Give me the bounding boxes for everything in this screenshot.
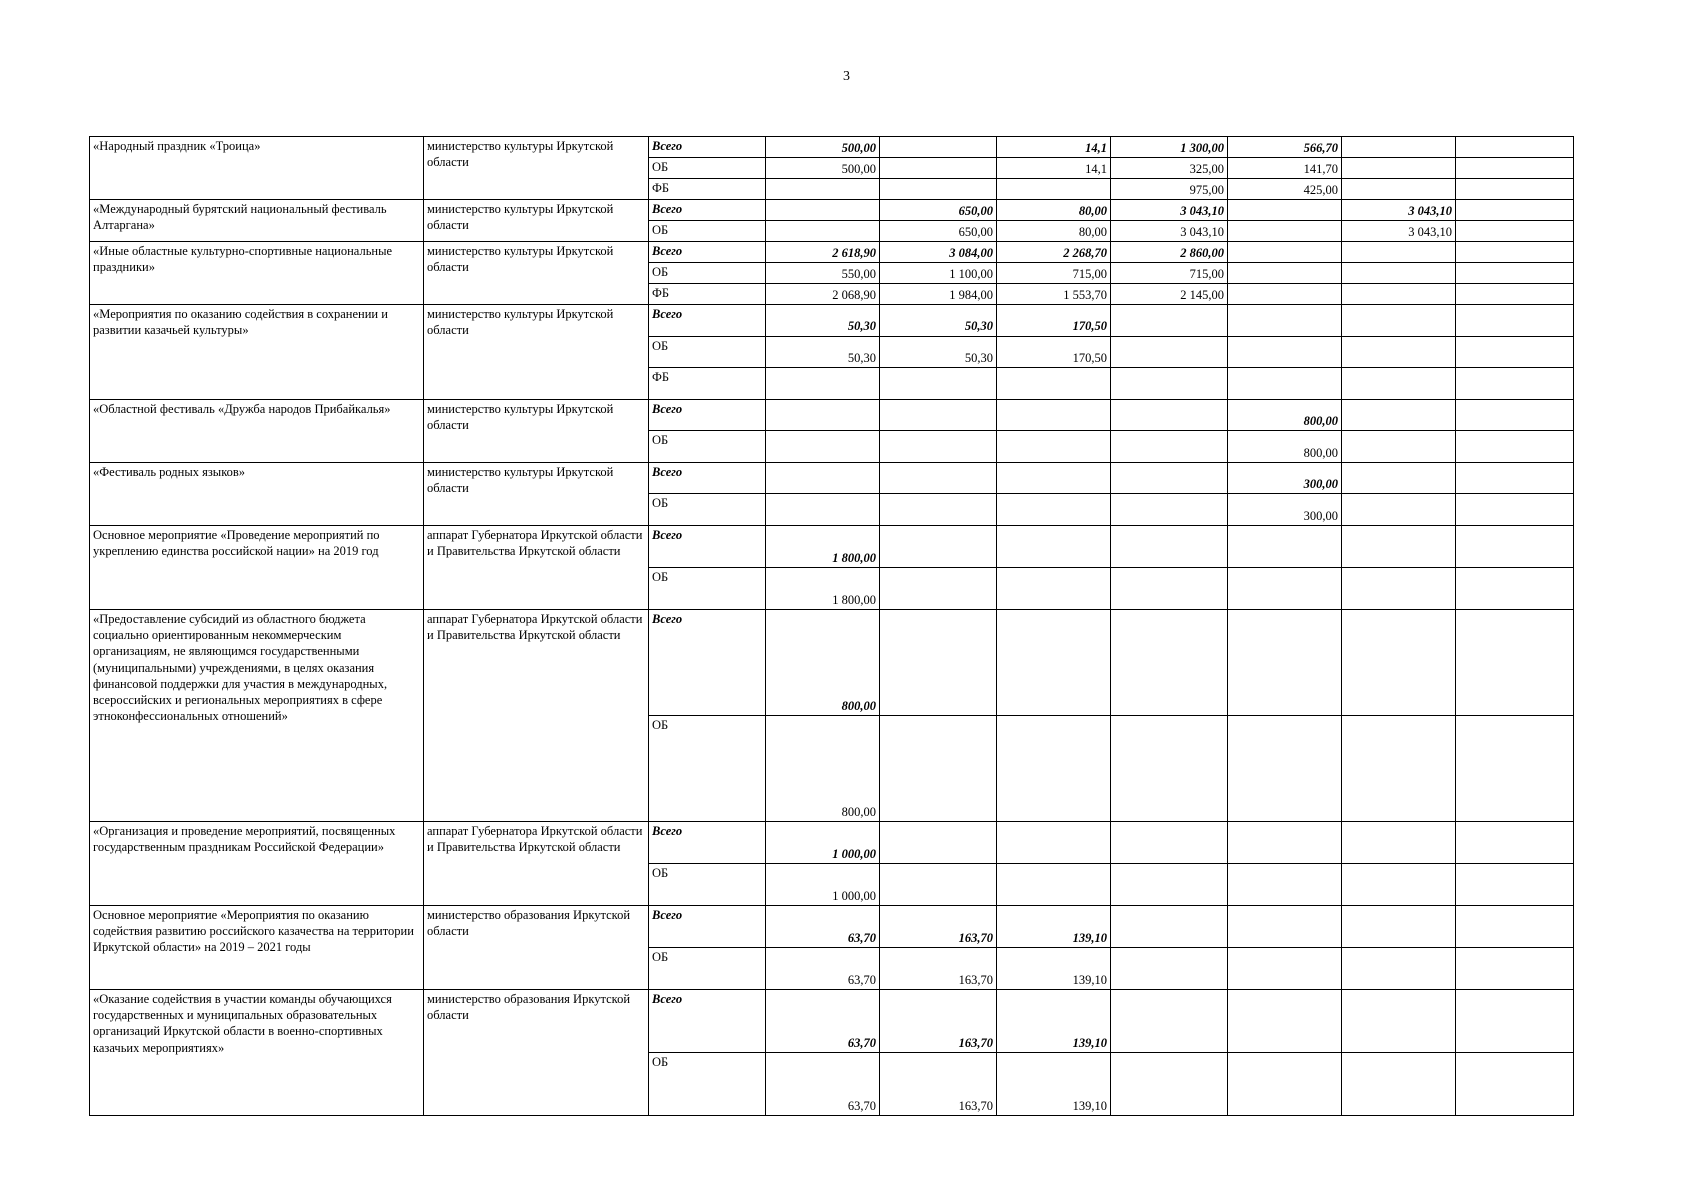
amount-cell	[880, 368, 997, 400]
amount-cell	[1342, 305, 1456, 337]
amount-cell: 163,70	[880, 905, 997, 947]
amount-cell	[880, 431, 997, 463]
amount-cell	[1111, 821, 1228, 863]
executor-name: аппарат Губернатора Иркутской области и Правительства Иркутской области	[424, 609, 649, 821]
amount-cell: 715,00	[997, 263, 1111, 284]
amount-cell	[1456, 305, 1574, 337]
amount-cell	[1228, 989, 1342, 1052]
amount-cell	[880, 179, 997, 200]
amount-cell	[1111, 947, 1228, 989]
amount-cell	[766, 179, 880, 200]
activity-name: «Организация и проведение мероприятий, посвященных государственным праздникам Российской Федерации»	[90, 821, 424, 905]
table-row	[90, 609, 1574, 715]
executor-name: министерство культуры Иркутской области	[424, 242, 649, 305]
amount-cell	[1456, 494, 1574, 526]
amount-cell: 139,10	[997, 989, 1111, 1052]
amount-cell	[997, 609, 1111, 715]
amount-cell	[1342, 158, 1456, 179]
amount-cell	[1111, 305, 1228, 337]
table-row	[90, 399, 1574, 431]
amount-cell	[1342, 431, 1456, 463]
amount-cell	[1456, 179, 1574, 200]
amount-cell	[997, 567, 1111, 609]
amount-cell: 139,10	[997, 947, 1111, 989]
amount-cell	[1111, 1052, 1228, 1115]
amount-cell	[997, 399, 1111, 431]
amount-cell	[1111, 905, 1228, 947]
amount-cell	[880, 567, 997, 609]
amount-cell: 300,00	[1228, 462, 1342, 494]
amount-cell	[997, 431, 1111, 463]
amount-cell	[880, 863, 997, 905]
amount-cell	[1456, 137, 1574, 158]
amount-cell	[880, 158, 997, 179]
amount-cell	[997, 179, 1111, 200]
amount-cell: 2 268,70	[997, 242, 1111, 263]
funding-source: ФБ	[649, 179, 766, 200]
table-row	[90, 200, 1574, 221]
funding-source: ОБ	[649, 1052, 766, 1115]
activity-name: «Народный праздник «Троица»	[90, 137, 424, 200]
amount-cell	[766, 368, 880, 400]
amount-cell	[1342, 525, 1456, 567]
amount-cell: 800,00	[766, 715, 880, 821]
amount-cell: 975,00	[1111, 179, 1228, 200]
amount-cell	[1111, 399, 1228, 431]
amount-cell: 2 860,00	[1111, 242, 1228, 263]
amount-cell	[1456, 368, 1574, 400]
amount-cell	[997, 525, 1111, 567]
amount-cell	[1456, 821, 1574, 863]
amount-cell	[1228, 567, 1342, 609]
amount-cell	[1111, 567, 1228, 609]
amount-cell: 139,10	[997, 1052, 1111, 1115]
amount-cell: 163,70	[880, 947, 997, 989]
funding-source: ОБ	[649, 158, 766, 179]
amount-cell: 1 300,00	[1111, 137, 1228, 158]
funding-source: ОБ	[649, 263, 766, 284]
table-row	[90, 821, 1574, 863]
amount-cell: 800,00	[766, 609, 880, 715]
amount-cell	[1228, 525, 1342, 567]
amount-cell	[1456, 947, 1574, 989]
table-row	[90, 905, 1574, 947]
amount-cell	[1111, 494, 1228, 526]
executor-name: министерство культуры Иркутской области	[424, 399, 649, 462]
amount-cell: 50,30	[880, 336, 997, 368]
amount-cell	[1456, 462, 1574, 494]
amount-cell	[1456, 609, 1574, 715]
amount-cell	[1228, 368, 1342, 400]
amount-cell	[1456, 242, 1574, 263]
amount-cell	[880, 494, 997, 526]
amount-cell	[1456, 200, 1574, 221]
amount-cell: 63,70	[766, 1052, 880, 1115]
activity-name: «Оказание содействия в участии команды обучающихся государственных и муниципальных образовательных организаций Иркутской области в военно-спортивных казачьих мероприятиях»	[90, 989, 424, 1115]
amount-cell	[1342, 242, 1456, 263]
activity-name: «Областной фестиваль «Дружба народов Прибайкалья»	[90, 399, 424, 462]
amount-cell: 2 618,90	[766, 242, 880, 263]
activity-name: «Международный бурятский национальный фестиваль Алтаргана»	[90, 200, 424, 242]
amount-cell	[1342, 1052, 1456, 1115]
amount-cell	[766, 494, 880, 526]
amount-cell: 139,10	[997, 905, 1111, 947]
page-number: 3	[843, 69, 850, 84]
amount-cell	[1111, 525, 1228, 567]
funding-source: Всего	[649, 462, 766, 494]
amount-cell	[1342, 609, 1456, 715]
amount-cell	[1456, 263, 1574, 284]
funding-source: Всего	[649, 200, 766, 221]
amount-cell	[1456, 1052, 1574, 1115]
amount-cell: 63,70	[766, 905, 880, 947]
amount-cell	[766, 200, 880, 221]
amount-cell: 63,70	[766, 989, 880, 1052]
amount-cell: 1 553,70	[997, 284, 1111, 305]
amount-cell: 550,00	[766, 263, 880, 284]
amount-cell	[1342, 399, 1456, 431]
amount-cell: 170,50	[997, 336, 1111, 368]
activity-name: Основное мероприятие «Проведение мероприятий по укреплению единства российской нации» на 2019 год	[90, 525, 424, 609]
funding-source: ОБ	[649, 715, 766, 821]
funding-source: ОБ	[649, 863, 766, 905]
funding-source: Всего	[649, 399, 766, 431]
amount-cell	[1228, 221, 1342, 242]
executor-name: министерство культуры Иркутской области	[424, 137, 649, 200]
activity-name: «Предоставление субсидий из областного бюджета социально ориентированным некоммерческим организациям, не являющимся государственными (муниципальными) учреждениями, в целях оказания финансовой поддержки для участия в международных, всероссийских и региональных мероприятиях в сфере этноконфессиональных отношений»	[90, 609, 424, 821]
amount-cell	[1111, 715, 1228, 821]
amount-cell	[1342, 715, 1456, 821]
amount-cell: 325,00	[1111, 158, 1228, 179]
amount-cell: 1 000,00	[766, 821, 880, 863]
amount-cell: 80,00	[997, 221, 1111, 242]
funding-source: ОБ	[649, 567, 766, 609]
amount-cell: 800,00	[1228, 399, 1342, 431]
activity-name: Основное мероприятие «Мероприятия по оказанию содействия развитию российского казачества на территории Иркутской области» на 2019 – 2021 годы	[90, 905, 424, 989]
amount-cell: 715,00	[1111, 263, 1228, 284]
amount-cell	[997, 494, 1111, 526]
amount-cell	[1228, 715, 1342, 821]
table-row	[90, 137, 1574, 158]
activity-name: «Иные областные культурно-спортивные национальные праздники»	[90, 242, 424, 305]
amount-cell: 63,70	[766, 947, 880, 989]
amount-cell	[997, 821, 1111, 863]
activity-name: «Фестиваль родных языков»	[90, 462, 424, 525]
amount-cell	[1342, 284, 1456, 305]
amount-cell: 50,30	[766, 336, 880, 368]
amount-cell: 2 145,00	[1111, 284, 1228, 305]
amount-cell	[766, 431, 880, 463]
amount-cell	[1456, 715, 1574, 821]
amount-cell: 80,00	[997, 200, 1111, 221]
amount-cell: 2 068,90	[766, 284, 880, 305]
funding-source: Всего	[649, 905, 766, 947]
amount-cell	[1456, 284, 1574, 305]
amount-cell: 14,1	[997, 137, 1111, 158]
amount-cell	[1342, 905, 1456, 947]
table-row	[90, 462, 1574, 494]
funding-source: Всего	[649, 137, 766, 158]
funding-source: ФБ	[649, 368, 766, 400]
amount-cell	[1342, 336, 1456, 368]
amount-cell	[1456, 431, 1574, 463]
amount-cell	[1111, 863, 1228, 905]
table-row	[90, 525, 1574, 567]
amount-cell	[997, 715, 1111, 821]
amount-cell	[766, 399, 880, 431]
executor-name: министерство культуры Иркутской области	[424, 305, 649, 400]
amount-cell	[880, 821, 997, 863]
amount-cell	[1342, 567, 1456, 609]
amount-cell	[1342, 462, 1456, 494]
amount-cell: 500,00	[766, 158, 880, 179]
amount-cell	[1228, 200, 1342, 221]
funding-source: Всего	[649, 821, 766, 863]
amount-cell: 500,00	[766, 137, 880, 158]
funding-source: ОБ	[649, 431, 766, 463]
executor-name: аппарат Губернатора Иркутской области и Правительства Иркутской области	[424, 821, 649, 905]
amount-cell: 650,00	[880, 200, 997, 221]
amount-cell: 50,30	[766, 305, 880, 337]
amount-cell	[880, 462, 997, 494]
amount-cell	[1111, 609, 1228, 715]
amount-cell	[1228, 905, 1342, 947]
amount-cell: 650,00	[880, 221, 997, 242]
amount-cell	[1456, 525, 1574, 567]
amount-cell	[880, 525, 997, 567]
amount-cell	[1111, 336, 1228, 368]
funding-source: ОБ	[649, 221, 766, 242]
amount-cell	[1342, 863, 1456, 905]
amount-cell: 1 800,00	[766, 525, 880, 567]
amount-cell	[1456, 567, 1574, 609]
amount-cell: 170,50	[997, 305, 1111, 337]
funding-source: Всего	[649, 989, 766, 1052]
amount-cell	[1228, 947, 1342, 989]
amount-cell: 800,00	[1228, 431, 1342, 463]
executor-name: министерство культуры Иркутской области	[424, 200, 649, 242]
amount-cell	[766, 221, 880, 242]
activity-name: «Мероприятия по оказанию содействия в сохранении и развитии казачьей культуры»	[90, 305, 424, 400]
executor-name: аппарат Губернатора Иркутской области и Правительства Иркутской области	[424, 525, 649, 609]
funding-source: Всего	[649, 305, 766, 337]
amount-cell: 163,70	[880, 989, 997, 1052]
amount-cell	[997, 368, 1111, 400]
funding-source: Всего	[649, 525, 766, 567]
amount-cell: 163,70	[880, 1052, 997, 1115]
amount-cell	[880, 609, 997, 715]
amount-cell	[1228, 305, 1342, 337]
table-row	[90, 989, 1574, 1052]
funding-source: ОБ	[649, 336, 766, 368]
amount-cell	[880, 137, 997, 158]
amount-cell: 3 043,10	[1111, 221, 1228, 242]
amount-cell	[1456, 989, 1574, 1052]
executor-name: министерство культуры Иркутской области	[424, 462, 649, 525]
amount-cell: 1 984,00	[880, 284, 997, 305]
amount-cell	[1456, 158, 1574, 179]
amount-cell	[1456, 863, 1574, 905]
amount-cell	[880, 715, 997, 821]
funding-source: ФБ	[649, 284, 766, 305]
funding-source: ОБ	[649, 494, 766, 526]
amount-cell	[1342, 989, 1456, 1052]
amount-cell	[1111, 368, 1228, 400]
amount-cell	[766, 462, 880, 494]
amount-cell	[1342, 947, 1456, 989]
amount-cell	[1228, 284, 1342, 305]
amount-cell	[1342, 494, 1456, 526]
amount-cell: 300,00	[1228, 494, 1342, 526]
amount-cell: 3 043,10	[1342, 200, 1456, 221]
amount-cell	[1228, 863, 1342, 905]
amount-cell	[1111, 462, 1228, 494]
amount-cell	[1342, 137, 1456, 158]
funding-source: ОБ	[649, 947, 766, 989]
amount-cell	[1228, 1052, 1342, 1115]
amount-cell: 566,70	[1228, 137, 1342, 158]
table-row	[90, 305, 1574, 337]
executor-name: министерство образования Иркутской области	[424, 989, 649, 1115]
amount-cell	[880, 399, 997, 431]
amount-cell: 1 100,00	[880, 263, 997, 284]
amount-cell	[1342, 821, 1456, 863]
amount-cell: 50,30	[880, 305, 997, 337]
funding-source: Всего	[649, 609, 766, 715]
amount-cell	[1456, 336, 1574, 368]
amount-cell	[1342, 368, 1456, 400]
amount-cell: 425,00	[1228, 179, 1342, 200]
amount-cell	[1456, 399, 1574, 431]
amount-cell: 14,1	[997, 158, 1111, 179]
amount-cell	[1228, 336, 1342, 368]
budget-table	[89, 136, 1574, 1116]
amount-cell: 3 043,10	[1111, 200, 1228, 221]
amount-cell	[997, 863, 1111, 905]
amount-cell	[1228, 263, 1342, 284]
amount-cell	[1456, 905, 1574, 947]
funding-source: Всего	[649, 242, 766, 263]
amount-cell	[1342, 263, 1456, 284]
amount-cell	[1111, 989, 1228, 1052]
amount-cell	[1456, 221, 1574, 242]
table-row	[90, 242, 1574, 263]
amount-cell	[997, 462, 1111, 494]
amount-cell: 1 800,00	[766, 567, 880, 609]
amount-cell	[1228, 609, 1342, 715]
amount-cell	[1111, 431, 1228, 463]
amount-cell: 3 084,00	[880, 242, 997, 263]
budget-table-body	[90, 137, 1574, 1116]
amount-cell	[1228, 821, 1342, 863]
amount-cell	[1342, 179, 1456, 200]
amount-cell: 3 043,10	[1342, 221, 1456, 242]
amount-cell	[1228, 242, 1342, 263]
executor-name: министерство образования Иркутской области	[424, 905, 649, 989]
amount-cell: 141,70	[1228, 158, 1342, 179]
amount-cell: 1 000,00	[766, 863, 880, 905]
